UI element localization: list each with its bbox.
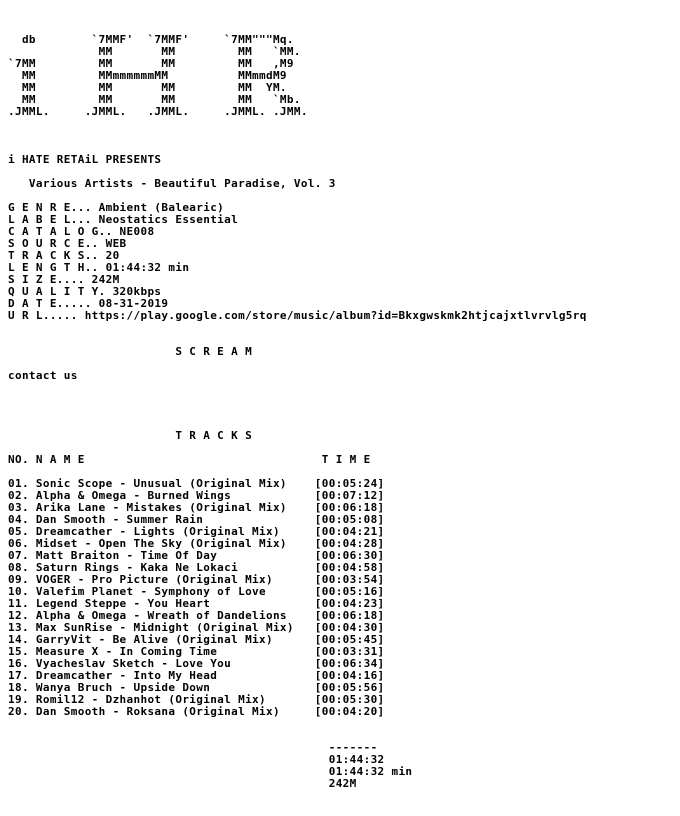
totals-block	[8, 742, 676, 790]
release-title: Various Artists - Beautiful Paradise, Vol. 3	[8, 177, 336, 190]
track-row: 11. Legend Steppe - You Heart [00:04:23]	[8, 597, 385, 610]
contact-us-link[interactable]: contact us	[8, 369, 78, 382]
tracks-column-header: NO. N A M E T I M E	[8, 453, 371, 466]
spacer	[8, 322, 676, 334]
spacer	[8, 118, 676, 130]
track-row: 02. Alpha & Omega - Burned Wings [00:07:12]	[8, 489, 385, 502]
tracks-heading: T R A C K S	[8, 429, 253, 442]
track-row: 10. Valefim Planet - Symphony of Love [00:05:16]	[8, 585, 385, 598]
info-quality: Q U A L I T Y. 320kbps	[8, 285, 162, 298]
track-row: 18. Wanya Bruch - Upside Down [00:05:56]	[8, 681, 385, 694]
total-length: 01:44:32 min	[8, 765, 413, 778]
spacer	[8, 394, 676, 406]
track-row: 08. Saturn Rings - Kaka Ne Lokaci [00:04:58]	[8, 561, 385, 574]
release-info	[8, 202, 676, 322]
contact-line	[8, 370, 676, 382]
ascii-logo-line: db `7MMF' `7MMF' `7MM"""Mq.	[8, 33, 294, 46]
info-label: L A B E L... Neostatics Essential	[8, 213, 239, 226]
nfo-document	[8, 34, 676, 790]
track-row: 07. Matt Braiton - Time Of Day [00:06:30]	[8, 549, 385, 562]
total-time: 01:44:32	[8, 753, 385, 766]
totals-divider: -------	[8, 741, 378, 754]
total-size: 242M	[8, 777, 357, 790]
ascii-logo	[8, 34, 676, 118]
info-genre: G E N R E... Ambient (Balearic)	[8, 201, 225, 214]
track-row: 09. VOGER - Pro Picture (Original Mix) [00:03:54]	[8, 573, 385, 586]
spacer	[8, 358, 676, 370]
track-row: 20. Dan Smooth - Roksana (Original Mix) [00:04:20]	[8, 705, 385, 718]
ascii-logo-line: MM MM MM MM `Mb.	[8, 93, 301, 106]
spacer	[8, 406, 676, 418]
info-length: L E N G T H.. 01:44:32 min	[8, 261, 190, 274]
spacer	[8, 130, 676, 142]
track-row: 15. Measure X - In Coming Time [00:03:31]	[8, 645, 385, 658]
track-list	[8, 478, 676, 718]
track-row: 14. GarryVit - Be Alive (Original Mix) [00:05:45]	[8, 633, 385, 646]
ascii-logo-line: MM MMmmmmmmMM MMmmdM9	[8, 69, 287, 82]
track-row: 06. Midset - Open The Sky (Original Mix) [00:04:28]	[8, 537, 385, 550]
track-row: 03. Arika Lane - Mistakes (Original Mix) [00:06:18]	[8, 501, 385, 514]
info-tracks: T R A C K S.. 20	[8, 249, 120, 262]
track-row: 05. Dreamcather - Lights (Original Mix) [00:04:21]	[8, 525, 385, 538]
info-date: D A T E..... 08-31-2019	[8, 297, 169, 310]
track-row: 17. Dreamcather - Into My Head [00:04:16]	[8, 669, 385, 682]
presents-line: i HATE RETAiL PRESENTS	[8, 153, 162, 166]
spacer	[8, 718, 676, 730]
ascii-logo-line: `7MM MM MM MM ,M9	[8, 57, 294, 70]
track-row: 12. Alpha & Omega - Wreath of Dandelions [00:06:18]	[8, 609, 385, 622]
track-row: 16. Vyacheslav Sketch - Love You [00:06:34]	[8, 657, 385, 670]
info-source: S O U R C E.. WEB	[8, 237, 127, 250]
info-size: S I Z E.... 242M	[8, 273, 120, 286]
info-url[interactable]: U R L..... https://play.google.com/store/music/album?id=Bkxgwskmk2htjcajxtlvrvlg5rq	[8, 309, 587, 322]
info-catalog: C A T A L O G.. NE008	[8, 225, 155, 238]
ascii-logo-line: .JMML. .JMML. .JMML. .JMML. .JMM.	[8, 105, 308, 118]
spacer	[8, 382, 676, 394]
track-row: 04. Dan Smooth - Summer Rain [00:05:08]	[8, 513, 385, 526]
ascii-logo-line: MM MM MM `MM.	[8, 45, 301, 58]
track-row: 01. Sonic Scope - Unusual (Original Mix) [00:05:24]	[8, 477, 385, 490]
track-row: 13. Max SunRise - Midnight (Original Mix) [00:04:30]	[8, 621, 385, 634]
ascii-logo-line: MM MM MM MM YM.	[8, 81, 287, 94]
track-row: 19. Romil12 - Dzhanhot (Original Mix) [00:05:30]	[8, 693, 385, 706]
scream-heading: S C R E A M	[8, 345, 253, 358]
